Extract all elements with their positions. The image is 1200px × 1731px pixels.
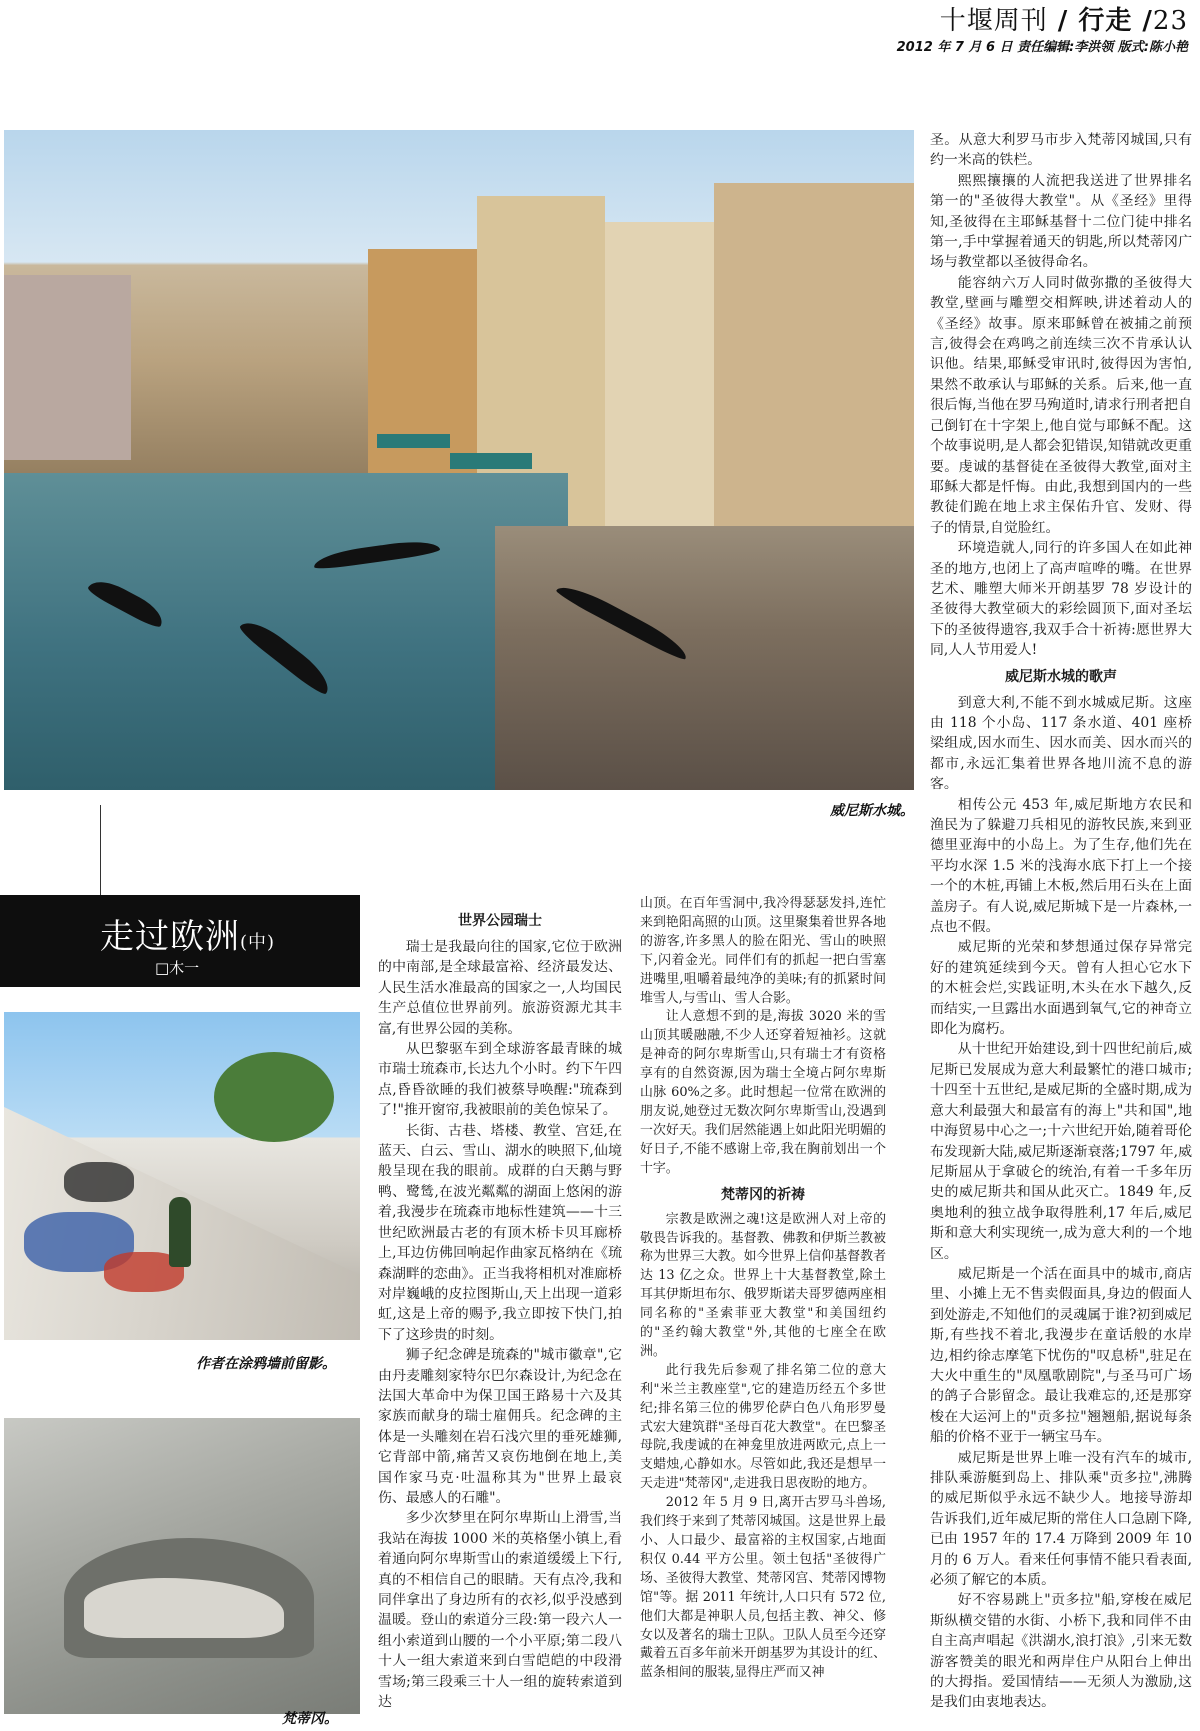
paragraph: 从十世纪开始建设,到十四世纪前后,威尼斯已发展成为意大利最繁忙的港口城市;十四至十五世纪,是威尼斯的全盛时期,成为意大利最强大和最富有的海上"共和国",地中海贸易中心之一;十六世纪开始,随着哥伦布发现新大陆,威尼斯逐渐衰落;1797 年,威尼斯屈从于拿破仑的统治,有着一千多年历史的威尼斯共和国从此灭亡。1849 年,反奥地利的独立战争取得胜利,17 年后,威尼斯和意大利实现统一,成为意大利的一个地区。 <box>930 1041 1192 1262</box>
graffiti-mark <box>64 1162 134 1202</box>
author-figure <box>169 1197 191 1267</box>
paragraph: 圣。从意大利罗马市步入梵蒂冈城国,只有约一米高的铁栏。 <box>930 132 1192 169</box>
page-number: 23 <box>1152 6 1188 36</box>
paragraph: 狮子纪念碑是琉森的"城市徽章",它由丹麦雕刻家特尔巴尔森设计,为纪念在法国大革命中为保卫国王路易十六及其家族而献身的瑞士雇佣兵。纪念碑的主体是一头雕刻在岩石浅穴里的垂死雄狮,它背部中箭,痛苦又哀伤地倒在地上,美国作家马克·吐温称其为"世界上最哀伤、最感人的石雕"。 <box>378 1347 622 1506</box>
awning <box>450 453 532 469</box>
masthead <box>897 4 1188 58</box>
paragraph: 能容纳六万人同时做弥撒的圣彼得大教堂,壁画与雕塑交相辉映,讲述着动人的《圣经》故事。原来耶稣曾在被捕之前预言,彼得会在鸡鸣之前连续三次不肯承认认识他。结果,耶稣受审讯时,彼得因为害怕,果然不敢承认与耶稣的关系。后来,他一直很后悔,当他在罗马殉道时,请求行刑者把自己倒钉在十字架上,他自觉与耶稣不配。这个故事说明,是人都会犯错误,知错就改更重要。虔诚的基督徒在圣彼得大教堂,面对主耶稣大都是忏悔。由此,我想到国内的一些教徒们跪在地上求主保佑升官、发财、得子的情景,自觉脸红。 <box>930 274 1192 536</box>
paragraph: 宗教是欧洲之魂!这是欧洲人对上帝的敬畏告诉我的。基督教、佛教和伊斯兰教被称为世界三大教。如今世界上信仰基督教者达 13 亿之众。世界上十大基督教堂,除土耳其伊斯坦布尔、俄罗斯诺夫哥罗德两座相同名称的"圣索菲亚大教堂"和美国纽约的"圣约翰大教堂"外,其他的七座全在欧洲。 <box>640 1211 886 1359</box>
paragraph: 山顶。在百年雪洞中,我冷得瑟瑟发抖,连忙来到艳阳高照的山顶。这里聚集着世界各地的游客,许多黑人的脸在阳光、雪山的映照下,闪着金光。同伴们有的抓起一把白雪塞进嘴里,咀嚼着最纯净的美味;有的抓紧时间堆雪人,与雪山、雪人合影。 <box>640 896 886 1006</box>
section-heading-venice: 威尼斯水城的歌声 <box>1005 668 1117 685</box>
paragraph: 瑞士是我最向往的国家,它位于欧洲的中南部,是全球最富裕、经济最发达、人民生活水准最高的国家之一,人均国民生产总值位世界前列。旅游资源尤其丰富,有世界公园的美称。 <box>378 939 622 1037</box>
paragraph: 威尼斯的光荣和梦想通过保存异常完好的建筑延续到今天。曾有人担心它水下的木桩会烂,实践证明,木头在水下越久,反而结实,一旦露出水面遇到氧气,它的神奇立即化为腐朽。 <box>930 939 1192 1038</box>
paragraph: 让人意想不到的是,海拔 3020 米的雪山顶其暖融融,不少人还穿着短袖衫。这就是神奇的阿尔卑斯雪山,只有瑞士才有资格享有的自然资源,因为瑞士全境占阿尔卑斯山脉 60%之多。此时想起一位常在欧洲的朋友说,她登过无数次阿尔卑斯雪山,没遇到一次好天。我们居然能遇上如此阳光明媚的好日子,不能不感谢上帝,我在胸前划出一个十字。 <box>640 1009 886 1176</box>
paragraph: 多少次梦里在阿尔卑斯山上滑雪,当我站在海拔 1000 米的英格堡小镇上,看着通向阿尔卑斯雪山的索道缓缓上下行,真的不相信自己的眼睛。天有点冷,我和同伴拿出了身边所有的衣衫,似乎没感到温暖。登山的索道分三段:第一段六人一组小索道到山腰的一个小平原;第二段八十人一组大索道来到白雪皑皑的中段滑雪场;第三段乘三十人一组的旋转索道到达 <box>378 1510 622 1711</box>
section-name: 行走 <box>1078 6 1133 36</box>
paragraph: 环境造就人,同行的许多国人在如此神圣的地方,也闭上了高声喧哗的嘴。在世界艺术、雕塑大师米开朗基罗 78 岁设计的圣彼得大教堂硕大的彩绘圆顶下,面对圣坛下的圣彼得遗容,我双手合十祈祷:愿世界大同,人人节用爱人! <box>930 540 1192 659</box>
paragraph: 威尼斯是世界上唯一没有汽车的城市,排队乘游艇到岛上、排队乘"贡多拉",沸腾的威尼斯似乎永远不缺少人。地接导游却告诉我们,近年威尼斯的常住人口急剧下降,已由 1957 年的 17.4 万降到 2009 年 10 月的 6 万人。看来任何事情不能只看表面,必须了解它的本质。 <box>930 1449 1192 1589</box>
paragraph: 熙熙攘攘的人流把我送进了世界排名第一的"圣彼得大教堂"。从《圣经》里得知,圣彼得在主耶稣基督十二位门徒中排名第一,手中掌握着通天的钥匙,所以梵蒂冈广场与教堂都以圣彼得命名。 <box>930 172 1192 271</box>
paragraph: 2012 年 5 月 9 日,离开古罗马斗兽场,我们终于来到了梵蒂冈城国。这是世界上最小、人口最少、最富裕的主权国家,占地面积仅 0.44 平方公里。领土包括"圣彼得广场、圣彼得大教堂、梵蒂冈宫、梵蒂冈博物馆"等。据 2011 年统计,人口只有 572 位,他们大都是神职人员,包括主教、神父、修女以及著名的瑞士卫队。卫队人员至今还穿戴着五百多年前米开朗基罗为其设计的红、蓝条相间的服装,显得庄严而又神 <box>640 1495 886 1681</box>
building <box>605 222 714 552</box>
paragraph: 威尼斯是一个活在面具中的城市,商店里、小摊上无不售卖假面具,身边的假面人到处游走,不知他们的灵魂属于谁?初到威尼斯,有些找不着北,我漫步在童话般的水岸边,相约徐志摩笔下忧伤的"叹息桥",驻足在大火中重生的"凤凰歌剧院",与圣马可广场的鸽子合影留念。最让我难忘的,还是那穿梭在大运河上的"贡多拉"翘翘船,据说每条船的价格不亚于一辆宝马车。 <box>930 1265 1192 1446</box>
text-column-1 <box>378 905 622 1712</box>
section-heading-vatican: 梵蒂冈的祈祷 <box>721 1186 805 1203</box>
paragraph: 此行我先后参观了排名第二位的意大利"米兰主教座堂",它的建造历经五个多世纪;排名第三位的佛罗伦萨白色八角形罗曼式宏大建筑群"圣母百花大教堂"。在巴黎圣母院,我虔诚的在神龛里放进两欧元,点上一支蜡烛,心静如水。尽管如此,我还是想早一天走进"梵蒂冈",走进我日思夜盼的地方。 <box>640 1362 886 1492</box>
title-block <box>0 895 360 987</box>
awning <box>377 434 450 449</box>
venice-photo <box>4 130 914 790</box>
paper-name: 十堰周刊 <box>939 6 1048 36</box>
divider <box>100 805 101 895</box>
building <box>714 183 914 526</box>
caption-vatican: 梵蒂冈。 <box>282 1711 338 1727</box>
paragraph: 从巴黎驱车到全球游客最青睐的城市瑞士琉森市,长达九个小时。约下午四点,昏昏欲睡的我们被蔡导唤醒:"琉森到了!"推开窗帘,我被眼前的美色惊呆了。 <box>378 1041 622 1119</box>
article-title <box>100 909 275 958</box>
text-column-3 <box>930 130 1192 1713</box>
quay <box>495 526 914 790</box>
caption-venice: 威尼斯水城。 <box>830 803 914 819</box>
article-title-suffix: (中) <box>240 932 276 953</box>
paragraph: 好不容易跳上"贡多拉"船,穿梭在威尼斯纵横交错的水街、小桥下,我和同伴不由自主高声唱起《洪湖水,浪打浪》,引来无数游客赞美的眼光和两岸住户从阳台上伸出的大拇指。爱国情结——无须人为激励,这是我们由衷地表达。 <box>930 1592 1192 1711</box>
paragraph: 相传公元 453 年,威尼斯地方农民和渔民为了躲避刀兵相见的游牧民族,来到亚德里亚海中的小岛上。为了生存,他们先在平均水深 1.5 米的浅海水底下打上一个接一个的木桩,再铺上木板,然后用石头在上面盖房子。有人说,威尼斯城下是一片森林,一点也不假。 <box>930 796 1192 936</box>
masthead-title: 十堰周刊 / 行走 /23 <box>939 6 1188 36</box>
tree <box>214 1052 334 1142</box>
graffiti-wall-photo <box>4 1012 360 1340</box>
building <box>4 275 131 460</box>
paragraph: 到意大利,不能不到水城威尼斯。这座由 118 个小岛、117 条水道、401 座桥梁组成,因水而生、因水而美、因水而兴的都市,永远汇集着世界各地川流不息的游客。 <box>930 694 1192 793</box>
vatican-photo <box>4 1418 360 1714</box>
text-column-2 <box>640 895 886 1683</box>
article-author: □木一 <box>155 959 200 977</box>
issue-meta: 2012 年 7 月 6 日 责任编辑:李洪领 版式:陈小艳 <box>896 40 1188 55</box>
caption-wall: 作者在涂鸦墙前留影。 <box>196 1356 336 1372</box>
paragraph: 长街、古巷、塔楼、教堂、宫廷,在蓝天、白云、雪山、湖水的映照下,仙境般呈现在我的眼前。成群的白天鹅与野鸭、鹭鸶,在波光粼粼的湖面上悠闲的游着,我漫步在琉森市地标性建筑——十三世纪欧洲最古老的有顶木桥卡贝耳廊桥上,耳边仿佛回响起作曲家瓦格纳在《琉森湖畔的恋曲》。正当我将相机对准廊桥对岸巍峨的皮拉图斯山,天上出现一道彩虹,这是上帝的赐予,我立即按下快门,拍下了这珍贵的时刻。 <box>378 1122 622 1343</box>
article-title-text: 走过欧洲 <box>100 917 240 957</box>
canal-water <box>4 473 568 790</box>
section-heading-switzerland: 世界公园瑞士 <box>458 913 542 929</box>
